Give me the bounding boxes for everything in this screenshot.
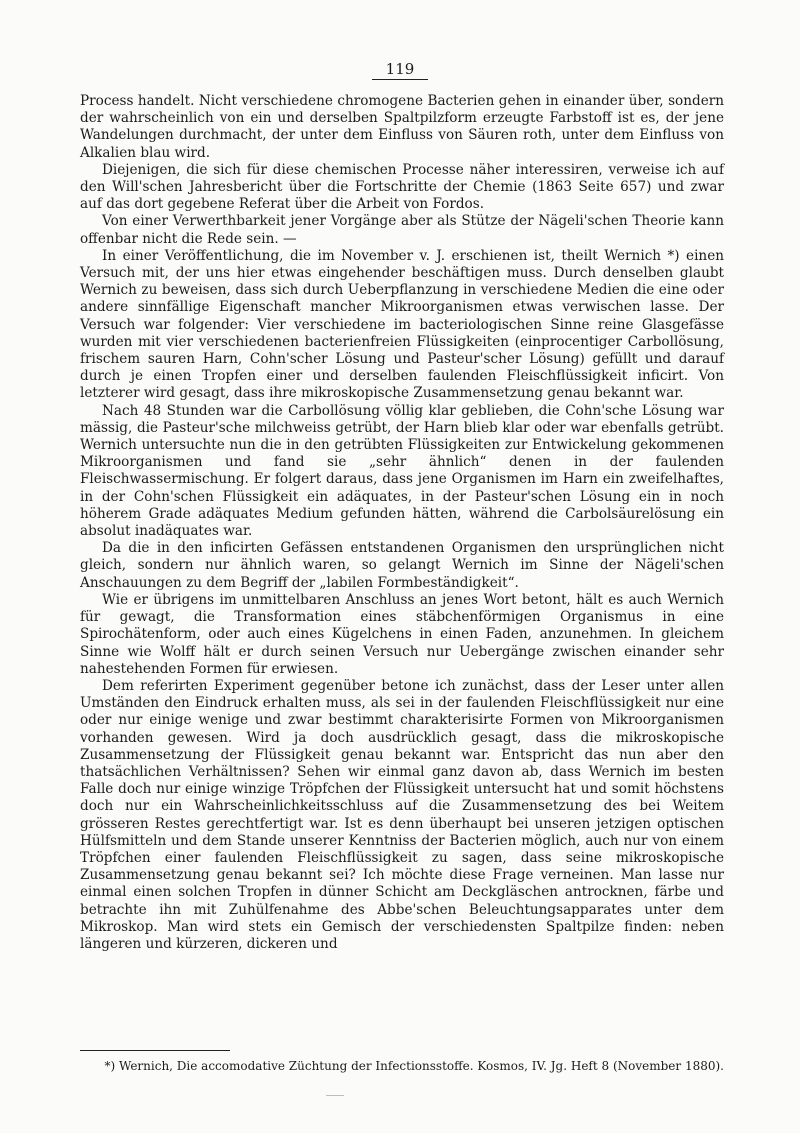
- page-number: 119: [0, 60, 800, 80]
- paragraph: Process handelt. Nicht verschiedene chromogene Bacterien gehen in einander über, sondern der wahrscheinlich von ein und derselben Spaltpilzform erzeugte Farbstoff ist es, der jene Wandelungen durchmacht, der unter dem Einfluss von Säuren roth, unter dem Einfluss von Alkalien blau wird.: [80, 93, 724, 161]
- paragraph: Diejenigen, die sich für diese chemischen Processe näher interessiren, verweise ich auf den Will'schen Jahresbericht über die Fortschritte der Chemie (1863 Seite 657) und zwar auf das dort gegebene Referat über die Arbeit von Fordos.: [80, 161, 724, 213]
- footnote: *) Wernich, Die accomodative Züchtung der Infectionsstoffe. Kosmos, IV. Jg. Heft 8 (November 1880).: [104, 1059, 724, 1073]
- paragraph: Von einer Verwerthbarkeit jener Vorgänge aber als Stütze der Nägeli'schen Theorie kann offenbar nicht die Rede sein. —: [80, 213, 724, 247]
- paragraph: Wie er übrigens im unmittelbaren Anschluss an jenes Wort betont, hält es auch Wernich für gewagt, die Transformation eines stäbchenförmigen Organismus in eine Spirochätenform, oder auch eines Kügelchens in einen Faden, anzunehmen. In gleichem Sinne wie Wolff hält er durch seinen Versuch nur Uebergänge zwischen einander sehr nahestehenden Formen für erwiesen.: [80, 591, 724, 677]
- body-text: [80, 93, 724, 953]
- paragraph: Nach 48 Stunden war die Carbollösung völlig klar geblieben, die Cohn'sche Lösung war mässig, die Pasteur'sche milchweiss getrübt, der Harn blieb klar oder war ebenfalls getrübt. Wernich untersuchte nun die in den getrübten Flüssigkeiten zur Entwickelung gekommenen Mikroorganismen und fand sie „sehr ähnlich“ denen in der faulenden Fleischwassermischung. Er folgert daraus, dass jene Organismen im Harn ein zweifelhaftes, in der Cohn'schen Flüssigkeit ein adäquates, in der Pasteur'schen Lösung ein in noch höherem Grade adäquates Medium gefunden hätten, während die Carbolsäurelösung ein absolut inadäquates war.: [80, 402, 724, 540]
- paragraph: Dem referirten Experiment gegenüber betone ich zunächst, dass der Leser unter allen Umständen den Eindruck erhalten muss, als sei in der faulenden Fleischflüssigkeit nur eine oder nur einige wenige und zwar bestimmt charakterisirte Formen von Mikroorganismen vorhanden gewesen. Wird ja doch ausdrücklich gesagt, dass die mikroskopische Zusammensetzung der Flüssigkeit genau bekannt war. Entspricht das nun aber den thatsächlichen Verhältnissen? Sehen wir einmal ganz davon ab, dass Wernich im besten Falle doch nur einige winzige Tröpfchen der Flüssigkeit untersucht hat und somit höchstens doch nur ein Wahrscheinlichkeitsschluss auf die Zusammensetzung des bei Weitem grösseren Restes gerechtfertigt war. Ist es denn überhaupt bei unseren jetzigen optischen Hülfsmitteln und dem Stande unserer Kenntniss der Bacterien möglich, auch nur von einem Tröpfchen einer faulenden Fleischflüssigkeit zu sagen, dass seine mikroskopische Zusammensetzung genau bekannt sei? Ich möchte diese Frage verneinen. Man lasse nur einmal einen solchen Tropfen in dünner Schicht am Deckgläschen antrocknen, färbe und betrachte ihn mit Zuhülfenahme des Abbe'schen Beleuchtungsapparates unter dem Mikroskop. Man wird stets ein Gemisch der verschiedensten Spaltpilze finden: neben längeren und kürzeren, dickeren und: [80, 677, 724, 952]
- paragraph: In einer Veröffentlichung, die im November v. J. erschienen ist, theilt Wernich *) einen Versuch mit, der uns hier etwas eingehender beschäftigen muss. Durch denselben glaubt Wernich zu beweisen, dass sich durch Ueberpflanzung in verschiedene Medien die eine oder andere sinnfällige Eigenschaft mancher Mikroorganismen etwas verwischen lasse. Der Versuch war folgender: Vier verschiedene im bacteriologischen Sinne reine Glasgefässe wurden mit vier verschiedenen bacterienfreien Flüssigkeiten (einprocentiger Carbollösung, frischem sauren Harn, Cohn'scher Lösung und Pasteur'scher Lösung) gefüllt und darauf durch je einen Tropfen einer und derselben faulenden Fleischflüssigkeit inficirt. Von letzterer wird gesagt, dass ihre mikroskopische Zusammensetzung genau bekannt war.: [80, 247, 724, 402]
- footnote-divider: [80, 1050, 230, 1051]
- paragraph: Da die in den inficirten Gefässen entstandenen Organismen den ursprünglichen nicht gleich, sondern nur ähnlich waren, so gelangt Wernich im Sinne der Nägeli'schen Anschauungen zu dem Begriff der „labilen Formbeständigkeit“.: [80, 540, 724, 591]
- bottom-rule: [326, 1095, 344, 1096]
